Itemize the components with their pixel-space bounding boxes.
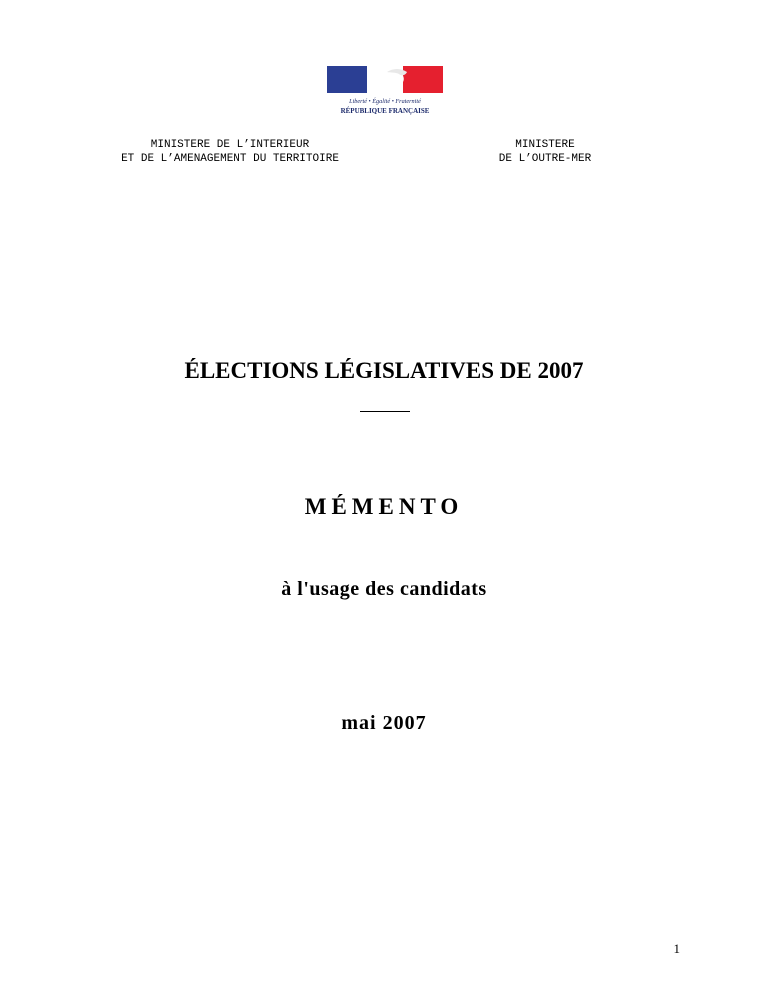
marianne-logo-icon	[327, 66, 443, 120]
ministry-overseas-line1: MINISTERE	[515, 139, 575, 151]
document-subtitle: à l'usage des candidats	[281, 578, 487, 600]
ministry-overseas-line2: DE L’OUTRE-MER	[498, 153, 592, 165]
logo-name: RÉPUBLIQUE FRANÇAISE	[340, 107, 430, 115]
document-date: mai 2007	[341, 712, 427, 734]
logo-motto: Liberté • Égalité • Fraternité	[349, 98, 421, 105]
document-title: ÉLECTIONS LÉGISLATIVES DE 2007	[184, 358, 584, 383]
page-number: 1	[673, 941, 680, 956]
document-heading: MÉMENTO	[304, 494, 464, 519]
ministry-interior-line1: MINISTERE DE L’INTERIEUR	[150, 139, 310, 151]
ministry-interior	[80, 138, 380, 166]
flag-blue-band	[327, 66, 367, 93]
ministry-overseas	[470, 138, 620, 166]
republique-francaise-logo	[327, 66, 443, 120]
title-divider	[360, 411, 410, 412]
ministry-interior-line2: ET DE L’AMENAGEMENT DU TERRITOIRE	[121, 153, 339, 165]
flag-red-band	[403, 66, 443, 93]
